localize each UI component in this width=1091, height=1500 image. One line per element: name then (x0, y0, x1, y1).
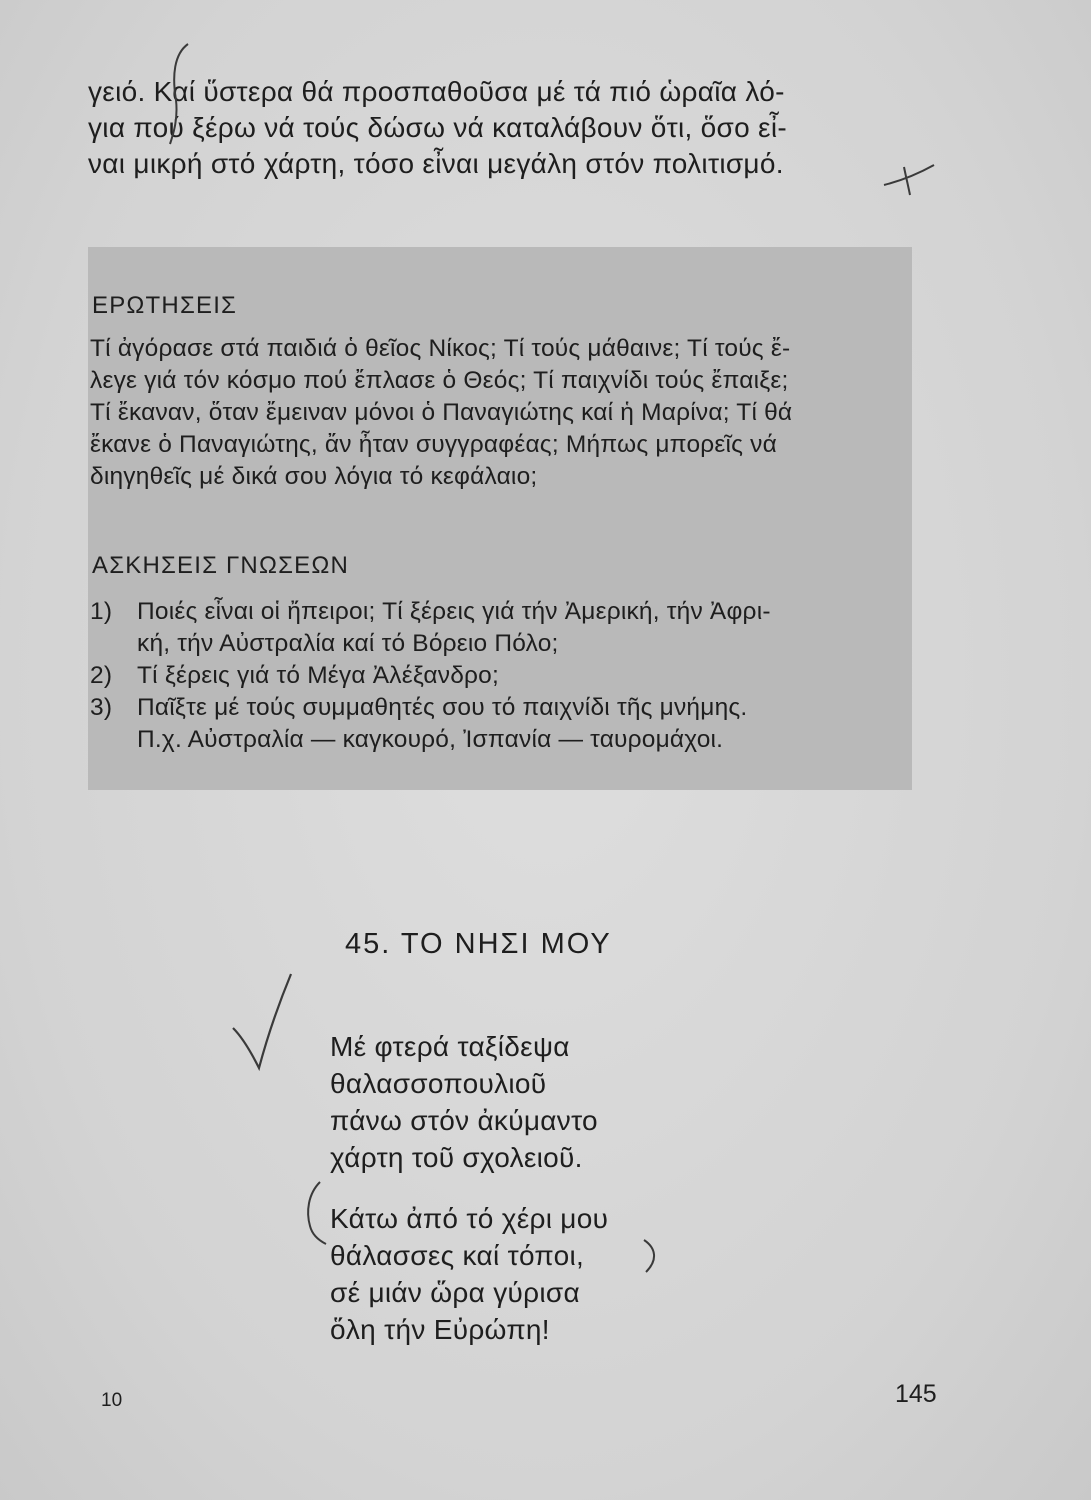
poem-line: πάνω στόν ἀκύμαντο (330, 1105, 598, 1136)
exercise-number: 3) (90, 694, 113, 721)
sheet-number: 10 (101, 1390, 123, 1411)
poem-line: θαλασσοπουλιοῦ (330, 1068, 547, 1099)
questions-text (90, 333, 910, 493)
exercises-list (90, 596, 910, 756)
exercise-item (90, 660, 910, 692)
exercise-continuation: κή, τήν Αὐστραλία καί τό Βόρειο Πόλο; (137, 630, 559, 657)
poem-line: ὅλη τήν Εὐρώπη! (330, 1314, 550, 1345)
question-line: λεγε γιά τόν κόσμο πού ἔπλασε ὁ Θεός; Τί παιχνίδι τούς ἔπαιξε; (90, 367, 789, 394)
exercise-continuation: Π.χ. Αὐστραλία — καγκουρό, Ἰσπανία — ταυρομάχοι. (137, 726, 724, 753)
poem-line: Κάτω ἀπό τό χέρι μου (330, 1203, 609, 1234)
question-line: ἔκανε ὁ Παναγιώτης, ἄν ἦταν συγγραφέας; Μήπως μπορεῖς νά (90, 431, 777, 458)
intro-line: για πού ξέρω νά τούς δώσω νά καταλάβουν ὅτι, ὅσο εἶ- (88, 112, 787, 143)
question-line: Τί ἔκαναν, ὅταν ἔμειναν μόνοι ὁ Παναγιώτης καί ἡ Μαρίνα; Τί θά (90, 399, 793, 426)
pencil-bracket-mark (640, 1236, 664, 1276)
pencil-check-mark (225, 968, 295, 1078)
intro-paragraph (88, 74, 948, 182)
exercise-item (90, 692, 910, 724)
poem-stanza-2 (330, 1200, 830, 1348)
exercise-number: 1) (90, 598, 113, 625)
poem-line: θάλασσες καί τόποι, (330, 1240, 585, 1271)
pencil-cross-mark (880, 155, 940, 200)
pencil-bracket-mark (160, 40, 200, 150)
poem-line: Μέ φτερά ταξίδεψα (330, 1031, 570, 1062)
exercise-text: Τί ξέρεις γιά τό Μέγα Ἀλέξανδρο; (137, 662, 499, 689)
question-line: διηγηθεῖς μέ δικά σου λόγια τό κεφάλαιο; (90, 463, 538, 490)
intro-line: γειό. Καί ὕστερα θά προσπαθοῦσα μέ τά πιό ὡραῖα λό- (88, 76, 785, 107)
exercise-item (90, 596, 910, 628)
poem-line: σέ μιάν ὥρα γύρισα (330, 1277, 580, 1308)
exercises-heading: ΑΣΚΗΣΕΙΣ ΓΝΩΣΕΩΝ (92, 552, 350, 579)
page-number: 145 (895, 1380, 937, 1408)
pencil-bracket-mark (300, 1178, 330, 1248)
question-line: Τί ἀγόρασε στά παιδιά ὁ θεῖος Νίκος; Τί τούς μάθαινε; Τί τούς ἔ- (90, 335, 791, 362)
exercise-text: Παῖξτε μέ τούς συμμαθητές σου τό παιχνίδι τῆς μνήμης. (137, 694, 748, 721)
questions-heading: ΕΡΩΤΗΣΕΙΣ (92, 292, 238, 319)
poem-line: χάρτη τοῦ σχολειοῦ. (330, 1142, 583, 1173)
lesson-title: 45. ΤΟ ΝΗΣΙ ΜΟΥ (345, 928, 612, 960)
exercise-text: Ποιές εἶναι οἱ ἤπειροι; Τί ξέρεις γιά τήν Ἀμερική, τήν Ἀφρι- (137, 598, 771, 625)
poem-stanza-1 (330, 1028, 830, 1176)
intro-line: ναι μικρή στό χάρτη, τόσο εἶναι μεγάλη στόν πολιτισμό. (88, 148, 784, 179)
exercise-number: 2) (90, 662, 113, 689)
